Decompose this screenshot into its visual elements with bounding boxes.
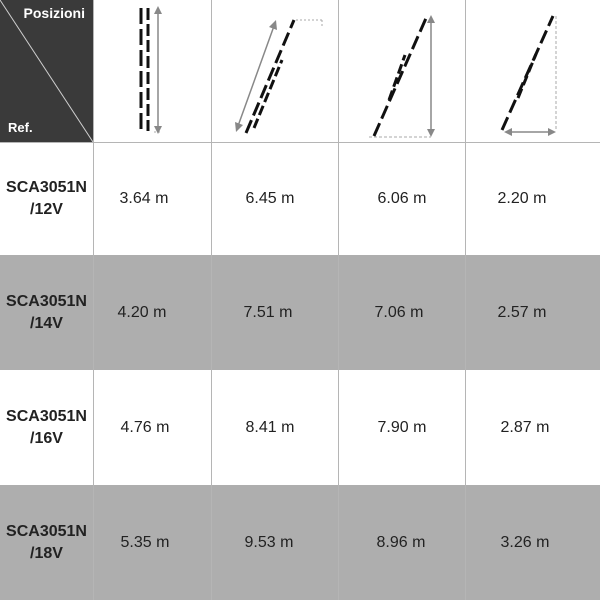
header-row bbox=[0, 0, 600, 142]
positions-label: Posizioni bbox=[23, 5, 85, 21]
value-cell-pos4: 2.20 m bbox=[497, 189, 547, 207]
value-cell-pos3: 8.96 m bbox=[376, 533, 426, 551]
value-cell-pos1: 3.64 m bbox=[119, 189, 169, 207]
value-cell-pos4: 2.57 m bbox=[497, 303, 547, 321]
ref-cell bbox=[0, 485, 93, 600]
value-cell-pos2: 8.41 m bbox=[245, 418, 295, 436]
value-cell-pos2: 6.45 m bbox=[245, 189, 295, 207]
ladder-steep-leaning-icon bbox=[339, 0, 465, 142]
ref-variant: /16V bbox=[30, 429, 63, 447]
table-row bbox=[0, 370, 600, 485]
value-cell-pos3: 7.90 m bbox=[377, 418, 427, 436]
ref-variant: /12V bbox=[30, 200, 63, 218]
value-cell-pos3: 6.06 m bbox=[377, 189, 427, 207]
ref-cell bbox=[0, 255, 93, 370]
ref-label: Ref. bbox=[8, 120, 33, 135]
ladder-ground-distance-icon bbox=[466, 0, 600, 142]
table-row bbox=[0, 142, 600, 255]
value-cell-pos1: 4.20 m bbox=[117, 303, 167, 321]
value-cell-pos2: 9.53 m bbox=[244, 533, 294, 551]
value-cell-pos2: 7.51 m bbox=[243, 303, 293, 321]
table-row bbox=[0, 485, 600, 600]
column-divider bbox=[93, 0, 94, 600]
ladder-vertical-icon bbox=[94, 0, 211, 142]
row-divider bbox=[0, 142, 600, 143]
value-cell-pos3: 7.06 m bbox=[374, 303, 424, 321]
value-cell-pos1: 5.35 m bbox=[120, 533, 170, 551]
position-header-3 bbox=[339, 0, 465, 142]
column-divider bbox=[211, 0, 212, 600]
position-header-4 bbox=[466, 0, 600, 142]
ref-cell bbox=[0, 370, 93, 485]
table-row bbox=[0, 255, 600, 370]
ref-code: SCA3051N bbox=[6, 407, 87, 425]
position-header-1 bbox=[94, 0, 211, 142]
ref-code: SCA3051N bbox=[6, 178, 87, 196]
corner-header bbox=[0, 0, 93, 142]
ladder-leaning-icon bbox=[212, 0, 338, 142]
ref-code: SCA3051N bbox=[6, 522, 87, 540]
ref-cell bbox=[0, 142, 93, 255]
value-cell-pos1: 4.76 m bbox=[120, 418, 170, 436]
value-cell-pos4: 2.87 m bbox=[500, 418, 550, 436]
column-divider bbox=[338, 0, 339, 600]
ref-variant: /18V bbox=[30, 544, 63, 562]
ref-code: SCA3051N bbox=[6, 292, 87, 310]
column-divider bbox=[465, 0, 466, 600]
value-cell-pos4: 3.26 m bbox=[500, 533, 550, 551]
position-header-2 bbox=[212, 0, 338, 142]
ref-variant: /14V bbox=[30, 314, 63, 332]
